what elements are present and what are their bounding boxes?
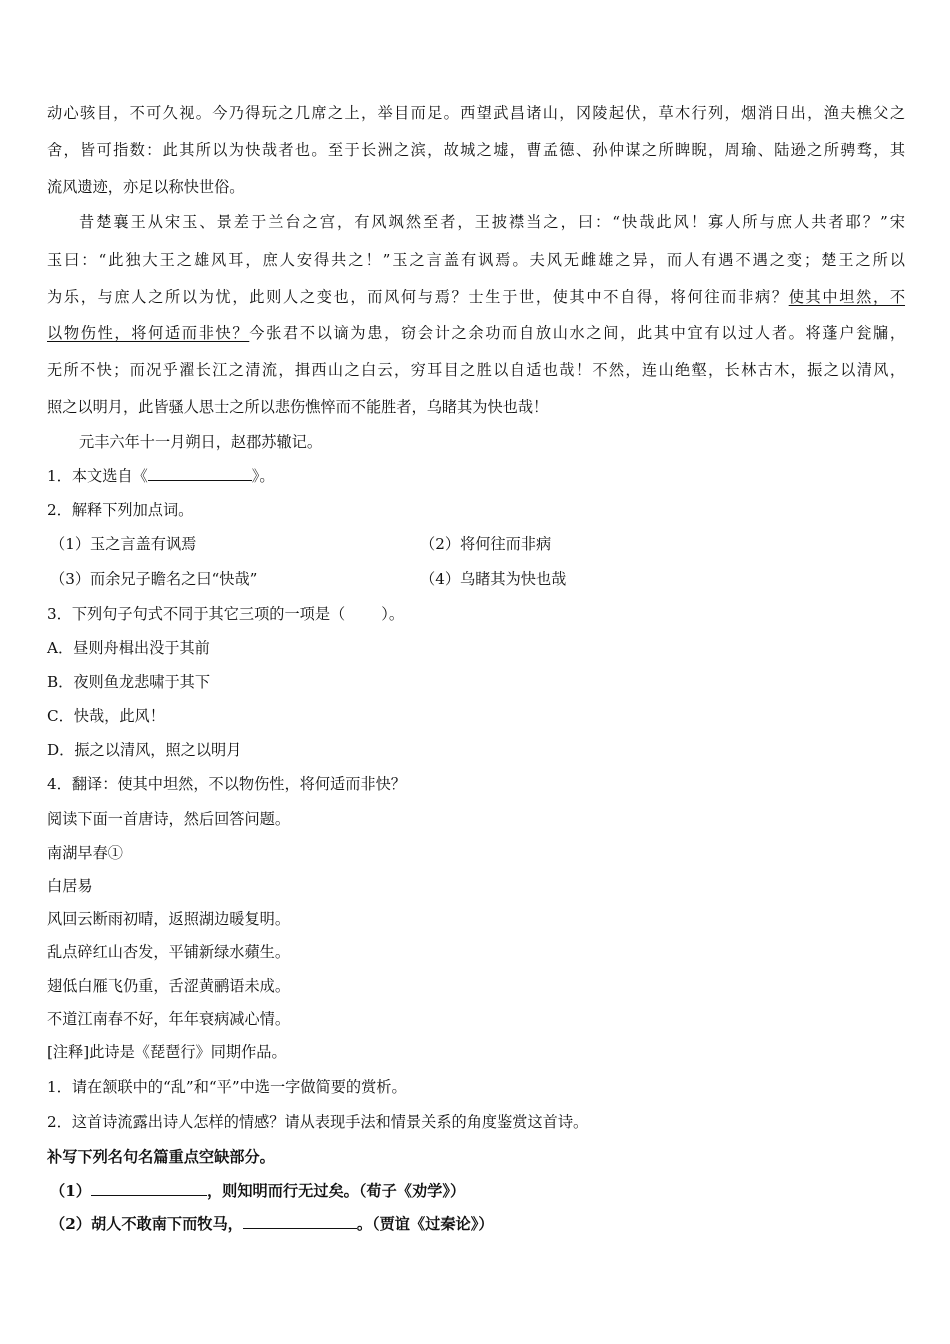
question-text: ）。: [381, 605, 405, 623]
question-2-item: （2）将何往而非病: [420, 535, 552, 553]
poem-author: 白居易: [47, 877, 93, 895]
answer-blank[interactable]: [91, 1181, 207, 1196]
answer-blank[interactable]: [243, 1214, 357, 1229]
question-text: 3．下列句子句式不同于其它三项的一项是（: [47, 605, 346, 623]
question-text: 》。: [251, 467, 275, 485]
poem-intro: 阅读下面一首唐诗，然后回答问题。: [47, 810, 290, 828]
passage-text: 今张君不以谪为患，窃会计之余功而自放山水之间，此其中宜有以过人者。将蓬户瓮牖，: [249, 324, 906, 342]
question-2-item: （4）乌睹其为快也哉: [420, 570, 567, 588]
poem-title: 南湖早春①: [47, 844, 123, 862]
passage-signature: 元丰六年十一月朔日，赵郡苏辙记。: [79, 433, 322, 451]
fill-text: （1）: [50, 1182, 91, 1200]
passage-line: 舍，皆可指数：此其所以为快哉者也。至于长洲之滨，故城之墟，曹孟德、孙仲谋之所睥睨，周瑜、陆逊之所骋骛，其: [47, 141, 905, 159]
question-4: 4．翻译：使其中坦然，不以物伤性，将何适而非快？: [47, 775, 406, 793]
passage-line: 无所不快；而况乎濯长江之清流，揖西山之白云，穷耳目之胜以自适也哉！不然，连山绝壑，长林古木，振之以清风，: [47, 361, 905, 379]
poem-line: 不道江南春不好，年年衰病减心情。: [47, 1010, 290, 1028]
fill-item-1: [50, 1181, 465, 1201]
passage-text: 为乐，与庶人之所以为忧，此则人之变也，而风何与焉？士生于世，使其中不自得，将何往而非病？: [47, 288, 789, 306]
fill-text: 。（贾谊《过秦论》）: [356, 1215, 494, 1233]
option-c: C．快哉，此风！: [47, 707, 165, 725]
fill-text: （2）胡人不敢南下而牧马，: [50, 1215, 243, 1233]
poem-line: 乱点碎红山杏发，平铺新绿水蘋生。: [47, 943, 290, 961]
poem-question-1: 1．请在颔联中的“乱”和“平”中选一字做简要的赏析。: [47, 1078, 407, 1096]
passage-line: 流风遗迹，亦足以称快世俗。: [47, 178, 245, 196]
poem-question-2: 2．这首诗流露出诗人怎样的情感？请从表现手法和情景关系的角度鉴赏这首诗。: [47, 1113, 589, 1131]
poem-line: 风回云断雨初晴，返照湖边暖复明。: [47, 910, 290, 928]
question-3: [47, 604, 404, 624]
poem-note: [注释]此诗是《琵琶行》同期作品。: [47, 1043, 287, 1061]
option-b: B．夜则鱼龙悲啸于其下: [47, 673, 211, 691]
answer-blank[interactable]: [148, 466, 252, 481]
underlined-sentence: 以物伤性，将何适而非快？: [47, 324, 250, 342]
question-1: [47, 466, 275, 486]
underlined-sentence: 使其中坦然，不: [788, 288, 906, 306]
question-2-item: （1）玉之言盖有讽焉: [50, 535, 197, 553]
fill-heading: 补写下列名句名篇重点空缺部分。: [47, 1148, 275, 1166]
question-2: 2．解释下列加点词。: [47, 501, 194, 519]
question-text: 1．本文选自《: [47, 467, 148, 485]
poem-line: 翅低白雁飞仍重，舌涩黄鹂语未成。: [47, 977, 290, 995]
option-a: A．昼则舟楫出没于其前: [47, 639, 210, 657]
passage-line: [47, 323, 905, 343]
fill-item-2: [50, 1214, 494, 1234]
question-2-item: （3）而余兄子瞻名之曰“快哉”: [50, 570, 258, 588]
option-d: D．振之以清风，照之以明月: [47, 741, 242, 759]
passage-line: 动心骇目，不可久视。今乃得玩之几席之上，举目而足。西望武昌诸山，冈陵起伏，草木行列，烟消日出，渔夫樵父之: [47, 104, 905, 122]
passage-paragraph-start: 昔楚襄王从宋玉、景差于兰台之宫，有风飒然至者，王披襟当之，曰：“快哉此风！寡人所与庶人共者耶？”宋: [79, 213, 905, 231]
passage-line: [47, 287, 905, 307]
passage-line: 照之以明月，此皆骚人思士之所以悲伤憔悴而不能胜者，乌睹其为快也哉！: [47, 398, 549, 416]
fill-text: ，则知明而行无过矣。（荀子《劝学》）: [206, 1182, 466, 1200]
passage-line: 玉曰：“此独大王之雄风耳，庶人安得共之！”玉之言盖有讽焉。夫风无雌雄之异，而人有遇不遇之变；楚王之所以: [47, 251, 905, 269]
